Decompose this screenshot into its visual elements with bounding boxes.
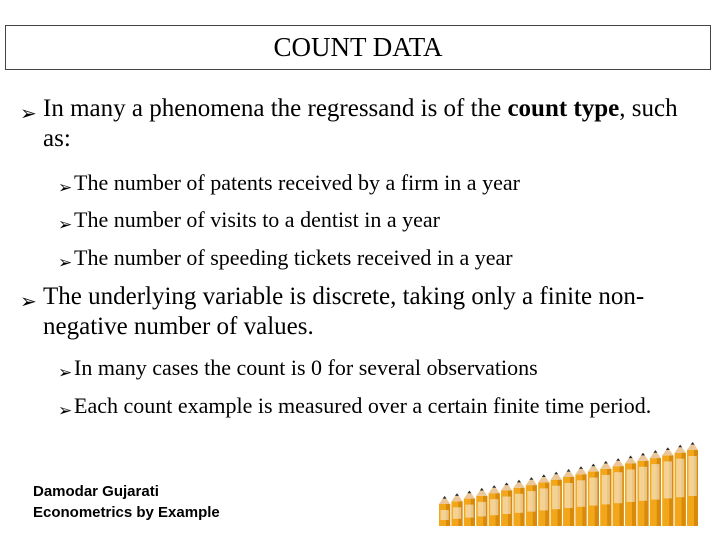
bullet-text: The underlying variable is discrete, taking only a finite non-negative number of values. bbox=[43, 283, 645, 340]
sub-bullet-tickets bbox=[58, 243, 708, 273]
pencil-icon bbox=[588, 464, 599, 526]
bullet-discrete-variable bbox=[20, 282, 710, 342]
pencil-icon bbox=[501, 483, 512, 527]
slide-title-text: COUNT DATA bbox=[273, 32, 443, 62]
pencil-icon bbox=[489, 485, 500, 526]
arrow-bullet-icon: ➢ bbox=[58, 401, 73, 421]
footer-book: Econometrics by Example bbox=[33, 504, 220, 521]
bullet-text-post: , such as: bbox=[43, 95, 678, 152]
pencil-icon bbox=[551, 472, 562, 526]
pencil-icon bbox=[675, 445, 686, 526]
sub-bullet-text: The number of visits to a dentist in a year bbox=[74, 207, 440, 232]
footer-author: Damodar Gujarati bbox=[33, 483, 159, 500]
bullet-text-pre: In many a phenomena the regressand is of the bbox=[43, 95, 508, 122]
pencil-icon bbox=[625, 456, 636, 527]
pencil-icon bbox=[513, 480, 524, 526]
pencil-bar-chart-icon bbox=[437, 438, 698, 526]
arrow-bullet-icon: ➢ bbox=[58, 253, 73, 273]
sub-bullet-dentist bbox=[58, 205, 708, 235]
pencil-icon bbox=[538, 474, 549, 526]
pencil-icon bbox=[662, 447, 673, 526]
pencil-icon bbox=[464, 491, 475, 526]
arrow-bullet-icon: ➢ bbox=[20, 101, 37, 125]
footer-credit bbox=[33, 481, 220, 523]
sub-bullet-text: The number of speeding tickets received in a year bbox=[74, 245, 513, 270]
sub-bullet-zero-count bbox=[58, 353, 708, 383]
arrow-bullet-icon: ➢ bbox=[58, 215, 73, 235]
pencil-icon bbox=[613, 458, 624, 526]
sub-bullet-text: Each count example is measured over a certain finite time period. bbox=[74, 393, 652, 418]
pencil-icon bbox=[687, 442, 698, 526]
sub-bullet-text: The number of patents received by a firm in a year bbox=[74, 170, 520, 195]
pencil-icon bbox=[563, 469, 574, 526]
pencil-icon bbox=[637, 453, 648, 526]
pencil-icon bbox=[650, 450, 661, 526]
pencil-icon bbox=[439, 496, 450, 526]
pencil-icon bbox=[526, 477, 537, 526]
pencil-icon bbox=[451, 493, 462, 526]
sub-bullet-text: In many cases the count is 0 for several observations bbox=[74, 355, 538, 380]
bullet-count-type bbox=[20, 94, 710, 154]
pencil-icon bbox=[600, 461, 611, 526]
sub-bullet-patents bbox=[58, 168, 708, 198]
arrow-bullet-icon: ➢ bbox=[20, 289, 37, 313]
pencil-icon bbox=[575, 466, 586, 526]
slide-title bbox=[5, 25, 711, 70]
arrow-bullet-icon: ➢ bbox=[58, 363, 73, 383]
arrow-bullet-icon: ➢ bbox=[58, 178, 73, 198]
bullet-text-bold: count type bbox=[507, 95, 620, 122]
pencil-icon bbox=[476, 488, 487, 526]
sub-bullet-finite-period bbox=[58, 391, 678, 421]
